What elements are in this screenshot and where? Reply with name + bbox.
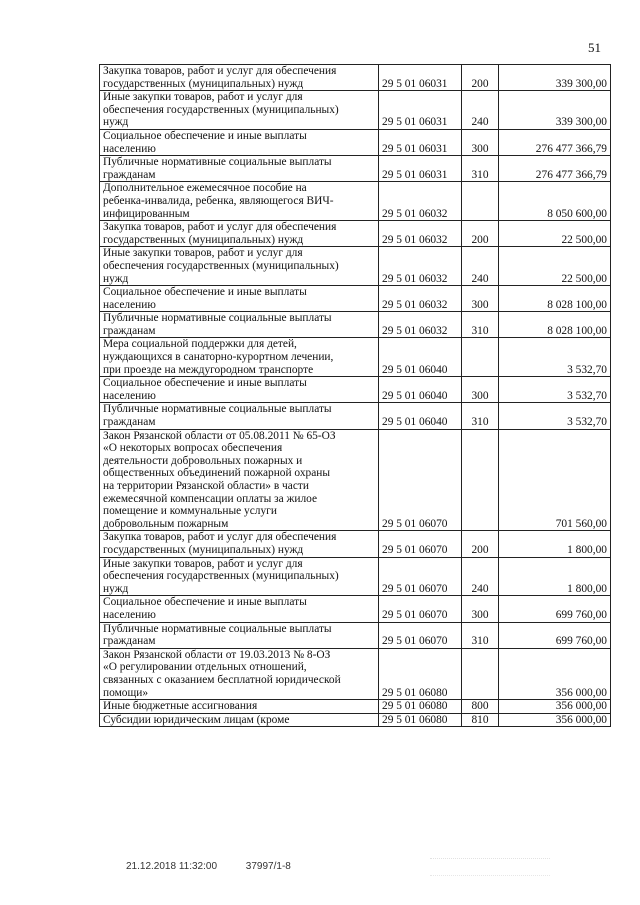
row-name [100, 247, 379, 286]
row-name-line: гражданам [103, 168, 156, 181]
table-row [100, 129, 611, 155]
table-row [100, 700, 611, 714]
row-name-line: помощи» [103, 686, 149, 699]
row-name-line: Закон Рязанской области от 05.08.2011 № 65-ОЗ [103, 429, 336, 442]
row-name-line: Социальное обеспечение и иные выплаты [103, 286, 307, 299]
row-expense-type: 240 [462, 247, 499, 286]
row-name-line: нужд [103, 116, 129, 129]
row-name-line: Иные закупки товаров, работ и услуг для [103, 91, 303, 104]
row-name-line: ребенка-инвалида, ребенка, являющегося ВИЧ- [103, 194, 334, 207]
row-name-line: обеспечения государственных (муниципальных) [103, 259, 339, 272]
row-name-line: населению [103, 142, 156, 155]
row-name-line: ежемесячной компенсации оплаты за жилое [103, 492, 318, 505]
row-sum: 3 532,70 [499, 377, 611, 403]
row-sum: 276 477 366,79 [499, 129, 611, 155]
row-name-line: гражданам [103, 635, 156, 648]
row-expense-type: 300 [462, 129, 499, 155]
row-name-line: гражданам [103, 416, 156, 429]
row-name-line: деятельности добровольных пожарных и [103, 454, 303, 467]
row-name-line: связанных с оказанием бесплатной юридической [103, 673, 341, 686]
row-name-line: Закон Рязанской области от 19.03.2013 № 8-ОЗ [103, 648, 331, 661]
row-name-line: Мера социальной поддержки для детей, [103, 338, 297, 351]
row-name-line: нуждающихся в санаторно-курортном лечении, [103, 351, 334, 364]
row-name-line: Субсидии юридическим лицам (кроме [103, 713, 290, 726]
row-name [100, 377, 379, 403]
row-name [100, 156, 379, 182]
row-sum: 1 800,00 [499, 557, 611, 596]
row-name-line: Публичные нормативные социальные выплаты [103, 403, 332, 416]
row-code: 29 5 01 06032 [379, 221, 462, 247]
row-name-line: Публичные нормативные социальные выплаты [103, 312, 332, 325]
table-row [100, 338, 611, 377]
row-name-line: «О регулировании отдельных отношений, [103, 661, 307, 674]
row-expense-type: 310 [462, 312, 499, 338]
row-expense-type: 200 [462, 221, 499, 247]
row-code: 29 5 01 06070 [379, 429, 462, 531]
row-name [100, 557, 379, 596]
row-name-line: помещение и коммунальные услуги [103, 505, 277, 518]
row-name-line: государственных (муниципальных) нужд [103, 233, 304, 246]
row-name [100, 129, 379, 155]
row-name [100, 531, 379, 557]
row-expense-type: 810 [462, 713, 499, 727]
row-expense-type: 300 [462, 596, 499, 622]
table-row [100, 182, 611, 221]
row-code: 29 5 01 06032 [379, 286, 462, 312]
row-code: 29 5 01 06040 [379, 377, 462, 403]
row-name [100, 312, 379, 338]
row-sum: 276 477 366,79 [499, 156, 611, 182]
row-sum: 3 532,70 [499, 338, 611, 377]
table-row [100, 429, 611, 531]
row-sum: 22 500,00 [499, 247, 611, 286]
table-row [100, 596, 611, 622]
row-expense-type: 310 [462, 156, 499, 182]
table-row [100, 713, 611, 727]
row-expense-type: 200 [462, 65, 499, 91]
row-name [100, 713, 379, 727]
row-code: 29 5 01 06070 [379, 622, 462, 648]
table-row [100, 648, 611, 699]
row-expense-type: 800 [462, 700, 499, 714]
row-expense-type: 300 [462, 286, 499, 312]
row-expense-type [462, 182, 499, 221]
row-name-line: Закупка товаров, работ и услуг для обеспечения [103, 531, 337, 544]
row-code: 29 5 01 06080 [379, 713, 462, 727]
table-row [100, 531, 611, 557]
row-code: 29 5 01 06040 [379, 403, 462, 429]
row-name-line: населению [103, 608, 156, 621]
row-expense-type [462, 648, 499, 699]
row-code: 29 5 01 06070 [379, 596, 462, 622]
row-expense-type [462, 338, 499, 377]
row-sum: 3 532,70 [499, 403, 611, 429]
row-name [100, 182, 379, 221]
row-code: 29 5 01 06040 [379, 338, 462, 377]
budget-table [99, 64, 611, 727]
row-name-line: Дополнительное ежемесячное пособие на [103, 182, 307, 195]
row-name-line: Иные бюджетные ассигнования [103, 700, 258, 713]
table-row [100, 91, 611, 130]
row-expense-type: 300 [462, 377, 499, 403]
row-code: 29 5 01 06032 [379, 247, 462, 286]
row-code: 29 5 01 06070 [379, 557, 462, 596]
row-sum: 1 800,00 [499, 531, 611, 557]
row-name-line: «О некоторых вопросах обеспечения [103, 442, 283, 455]
row-name [100, 65, 379, 91]
row-code: 29 5 01 06031 [379, 91, 462, 130]
row-sum: 22 500,00 [499, 221, 611, 247]
row-code: 29 5 01 06080 [379, 700, 462, 714]
row-code: 29 5 01 06031 [379, 65, 462, 91]
row-code: 29 5 01 06032 [379, 182, 462, 221]
row-name-line: населению [103, 389, 156, 402]
footer-doc-number: 37997/1-8 [245, 861, 291, 872]
row-sum: 8 028 100,00 [499, 286, 611, 312]
page-number: 51 [588, 40, 601, 55]
row-sum: 356 000,00 [499, 713, 611, 727]
row-name-line: Социальное обеспечение и иные выплаты [103, 129, 307, 142]
row-name-line: Публичные нормативные социальные выплаты [103, 622, 332, 635]
row-name [100, 338, 379, 377]
row-name-line: государственных (муниципальных) нужд [103, 543, 304, 556]
row-code: 29 5 01 06031 [379, 129, 462, 155]
row-sum: 701 560,00 [499, 429, 611, 531]
row-name-line: при проезде на междугородном транспорте [103, 363, 314, 376]
footer [126, 861, 291, 872]
row-name-line: государственных (муниципальных) нужд [103, 77, 304, 90]
row-name-line: Публичные нормативные социальные выплаты [103, 156, 332, 169]
row-name-line: Иные закупки товаров, работ и услуг для [103, 247, 303, 260]
footer-datetime: 21.12.2018 11:32:00 [126, 861, 218, 872]
row-expense-type: 310 [462, 403, 499, 429]
row-name-line: Иные закупки товаров, работ и услуг для [103, 557, 303, 570]
row-sum: 339 300,00 [499, 65, 611, 91]
row-sum: 8 028 100,00 [499, 312, 611, 338]
table-row [100, 622, 611, 648]
row-sum: 699 760,00 [499, 622, 611, 648]
row-name-line: на территории Рязанской области» в части [103, 480, 309, 492]
row-sum: 339 300,00 [499, 91, 611, 130]
row-name-line: инфицированным [103, 207, 190, 220]
row-name [100, 221, 379, 247]
row-sum: 699 760,00 [499, 596, 611, 622]
row-name [100, 429, 379, 531]
row-name [100, 648, 379, 699]
row-name-line: гражданам [103, 324, 156, 337]
table-row [100, 286, 611, 312]
row-name-line: нужд [103, 272, 129, 285]
table-row [100, 377, 611, 403]
row-name-line: общественных объединений пожарной охраны [103, 467, 331, 480]
table-row [100, 221, 611, 247]
row-expense-type: 240 [462, 557, 499, 596]
table-row [100, 557, 611, 596]
row-code: 29 5 01 06031 [379, 156, 462, 182]
row-name-line: Социальное обеспечение и иные выплаты [103, 377, 307, 390]
row-name [100, 622, 379, 648]
row-expense-type: 240 [462, 91, 499, 130]
table-row [100, 312, 611, 338]
row-name [100, 91, 379, 130]
row-name-line: Закупка товаров, работ и услуг для обеспечения [103, 65, 337, 77]
row-name-line: населению [103, 298, 156, 311]
row-name [100, 403, 379, 429]
row-name-line: Закупка товаров, работ и услуг для обеспечения [103, 221, 337, 234]
row-expense-type: 310 [462, 622, 499, 648]
row-name-line: добровольным пожарным [103, 517, 229, 530]
table-row [100, 65, 611, 91]
table-row [100, 156, 611, 182]
row-code: 29 5 01 06032 [379, 312, 462, 338]
row-name-line: обеспечения государственных (муниципальных) [103, 103, 339, 116]
faint-stamp-mark [430, 858, 550, 876]
table-row [100, 403, 611, 429]
budget-table-body [100, 65, 611, 727]
row-expense-type [462, 429, 499, 531]
row-sum: 356 000,00 [499, 700, 611, 714]
row-name [100, 596, 379, 622]
row-name [100, 286, 379, 312]
row-expense-type: 200 [462, 531, 499, 557]
row-name-line: обеспечения государственных (муниципальных) [103, 570, 339, 583]
row-name-line: нужд [103, 582, 129, 595]
row-sum: 356 000,00 [499, 648, 611, 699]
row-sum: 8 050 600,00 [499, 182, 611, 221]
row-code: 29 5 01 06070 [379, 531, 462, 557]
row-name [100, 700, 379, 714]
table-row [100, 247, 611, 286]
row-code: 29 5 01 06080 [379, 648, 462, 699]
row-name-line: Социальное обеспечение и иные выплаты [103, 596, 307, 609]
